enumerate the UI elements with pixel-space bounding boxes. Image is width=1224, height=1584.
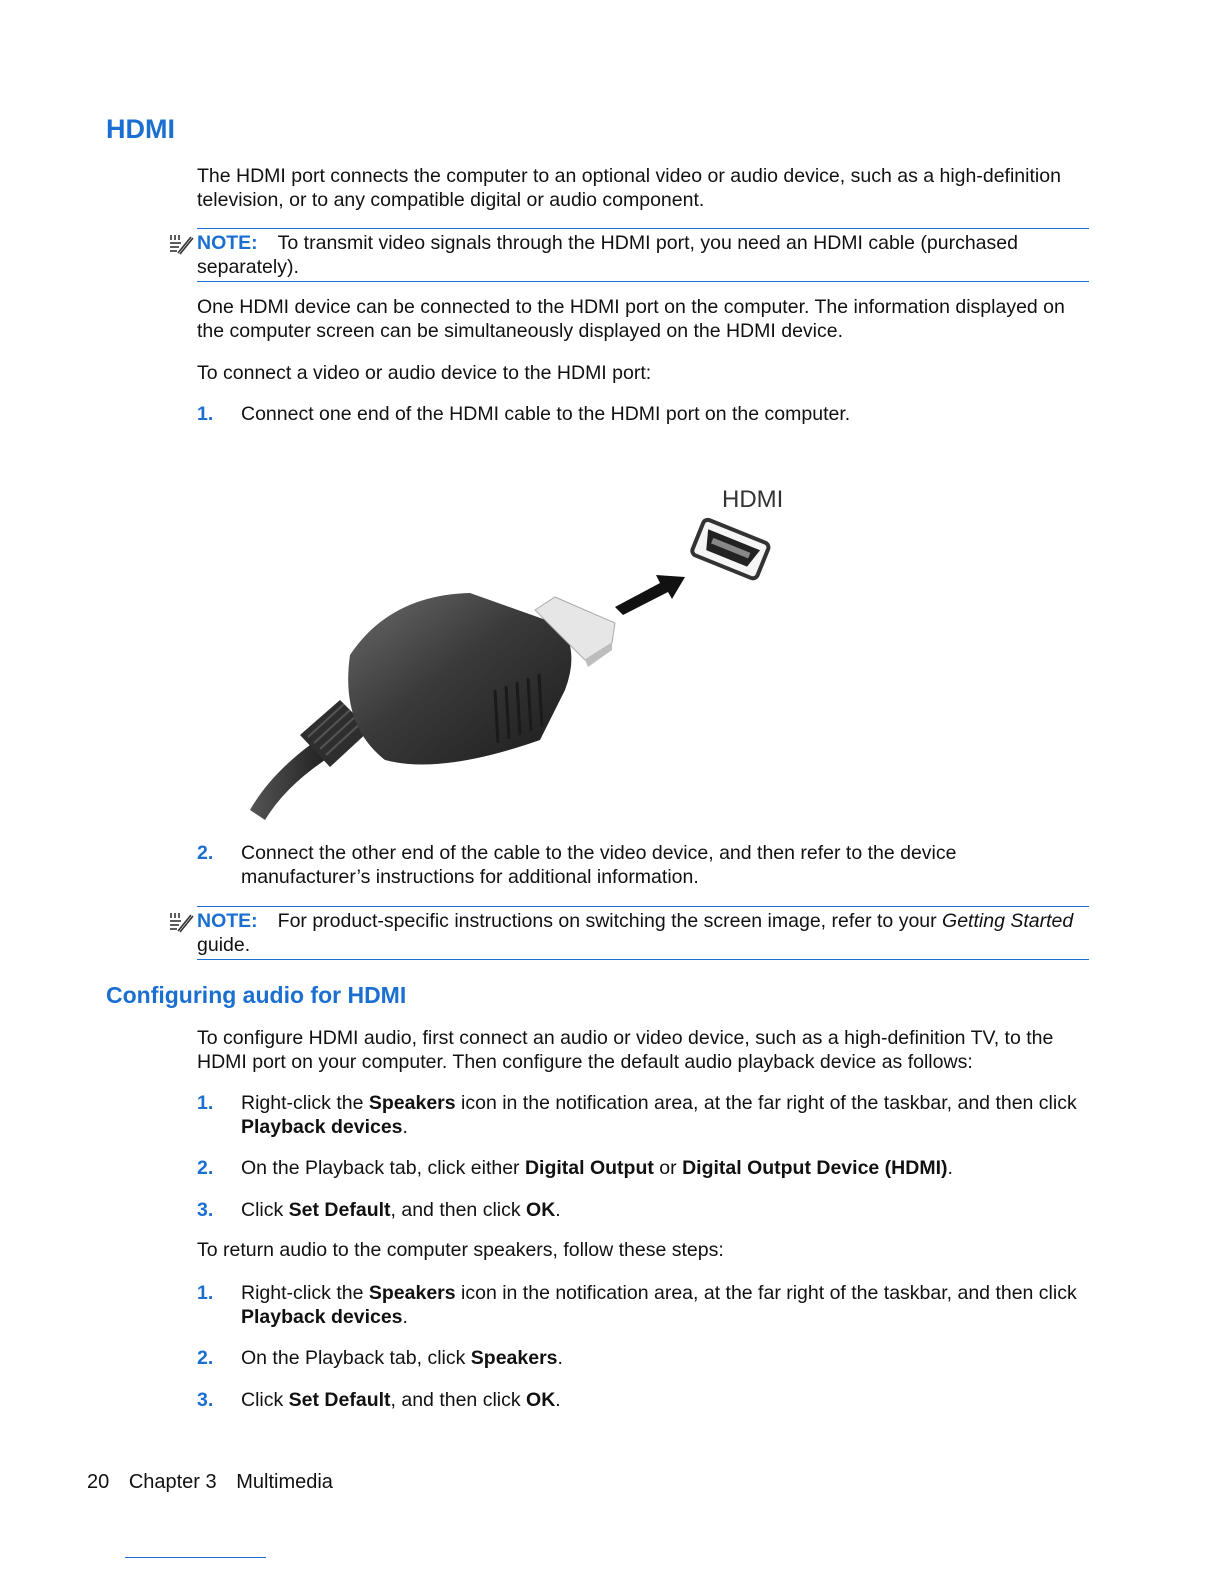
page-number: 20 bbox=[87, 1471, 110, 1493]
step-text: On the Playback tab, click Speakers. bbox=[241, 1347, 563, 1369]
chapter-title: Multimedia bbox=[236, 1471, 333, 1493]
subsection-title: Configuring audio for HDMI bbox=[106, 982, 407, 1008]
list-item bbox=[197, 841, 1077, 889]
audio-intro-paragraph: To configure HDMI audio, first connect an audio or video device, such as a high-definition TV, to the HDMI port on your computer. Then configure the default audio playback device as follows: bbox=[197, 1027, 1054, 1073]
page-footer bbox=[87, 1471, 347, 1494]
list-item bbox=[197, 402, 1077, 426]
step-text: Connect one end of the HDMI cable to the HDMI port on the computer. bbox=[241, 403, 851, 425]
step-text: Click Set Default, and then click OK. bbox=[241, 1199, 561, 1221]
hdmi-connector-illustration bbox=[240, 475, 800, 820]
note-label: NOTE: bbox=[197, 910, 258, 932]
guide-title: Getting Started bbox=[942, 910, 1074, 932]
step-number: 3. bbox=[197, 1199, 214, 1221]
note-text: To transmit video signals through the HDMI port, you need an HDMI cable (purchased separately). bbox=[197, 232, 1018, 278]
step-number: 1. bbox=[197, 1282, 214, 1304]
intro-paragraph: The HDMI port connects the computer to an optional video or audio device, such as a high-definition television, or to any compatible digital or audio component. bbox=[197, 165, 1061, 211]
note-pencil-icon bbox=[168, 909, 194, 933]
section-title: HDMI bbox=[106, 114, 175, 144]
footer-rule bbox=[125, 1557, 266, 1558]
step-number: 1. bbox=[197, 1092, 214, 1114]
list-item bbox=[197, 1156, 1077, 1180]
figure-hdmi-label: HDMI bbox=[722, 486, 784, 513]
note-text-end: guide. bbox=[197, 934, 251, 956]
step-number: 2. bbox=[197, 842, 214, 864]
paragraph-device: One HDMI device can be connected to the HDMI port on the computer. The information displayed on the computer screen can be simultaneously displayed on the HDMI device. bbox=[197, 296, 1065, 342]
step-number: 2. bbox=[197, 1157, 214, 1179]
step-number: 2. bbox=[197, 1347, 214, 1369]
list-item bbox=[197, 1346, 1077, 1370]
note-box-1 bbox=[197, 228, 1089, 282]
hdmi-plug-image bbox=[240, 475, 800, 820]
list-item bbox=[197, 1198, 1077, 1222]
paragraph-connect: To connect a video or audio device to the HDMI port: bbox=[197, 362, 652, 384]
step-text: Click Set Default, and then click OK. bbox=[241, 1389, 561, 1411]
note-text: For product-specific instructions on switching the screen image, refer to your bbox=[277, 910, 943, 932]
list-item bbox=[197, 1091, 1077, 1139]
step-text: On the Playback tab, click either Digital Output or Digital Output Device (HDMI). bbox=[241, 1157, 953, 1179]
step-number: 3. bbox=[197, 1389, 214, 1411]
step-text: Right-click the Speakers icon in the notification area, at the far right of the taskbar, and then click Playback devices. bbox=[241, 1092, 1077, 1138]
note-pencil-icon bbox=[168, 231, 194, 255]
list-item bbox=[197, 1281, 1077, 1329]
step-text: Connect the other end of the cable to the video device, and then refer to the device manufacturer’s instructions for additional information. bbox=[241, 842, 957, 888]
step-number: 1. bbox=[197, 403, 214, 425]
note-box-2 bbox=[197, 906, 1089, 960]
note-label: NOTE: bbox=[197, 232, 258, 254]
step-text: Right-click the Speakers icon in the notification area, at the far right of the taskbar, and then click Playback devices. bbox=[241, 1282, 1077, 1328]
list-item bbox=[197, 1388, 1077, 1412]
return-audio-paragraph: To return audio to the computer speakers, follow these steps: bbox=[197, 1239, 724, 1261]
chapter-label: Chapter 3 bbox=[128, 1471, 217, 1493]
